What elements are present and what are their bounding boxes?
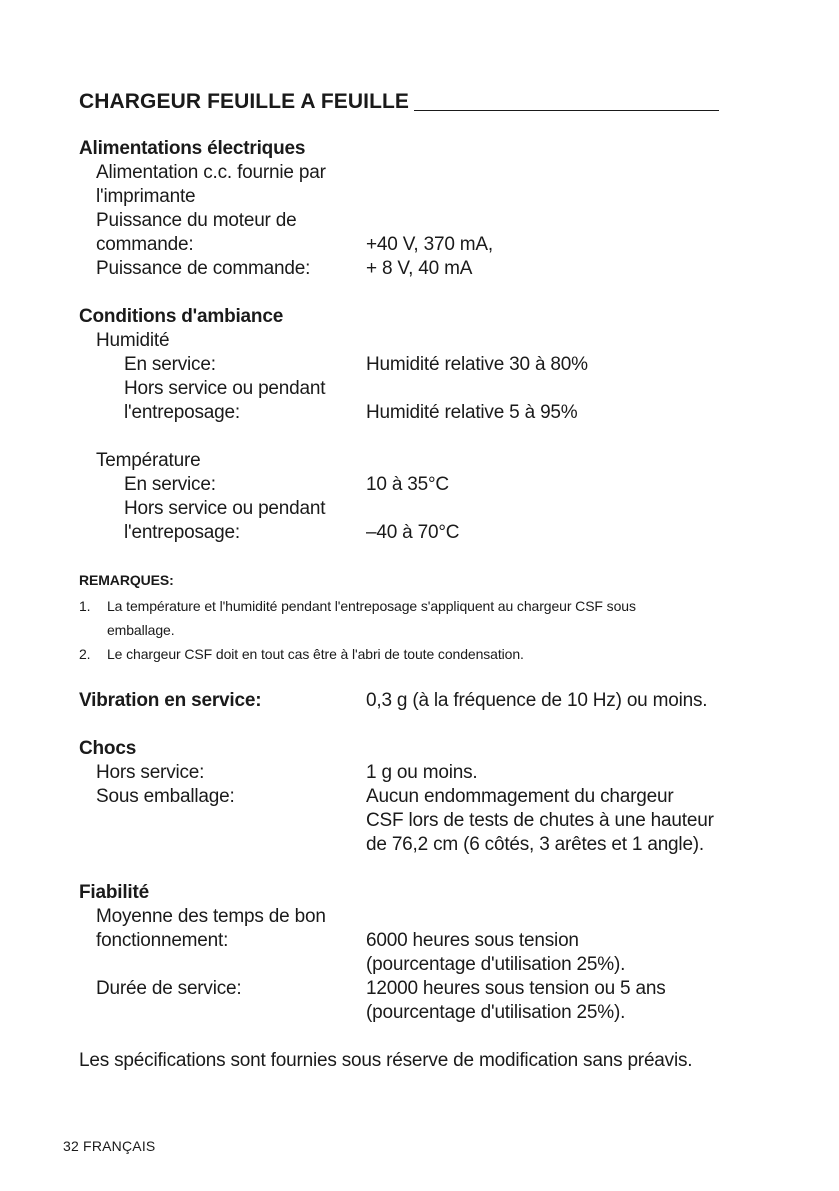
- mtbf-label1: Moyenne des temps de bon: [96, 906, 326, 927]
- power-line1: Alimentation c.c. fournie par: [96, 162, 326, 183]
- motor-power-value: +40 V, 370 mA,: [366, 234, 493, 255]
- power-line5: Puissance de commande:: [96, 258, 311, 279]
- shock-off-value: 1 g ou moins.: [366, 762, 478, 783]
- temp-storage-label1: Hors service ou pendant: [124, 498, 326, 519]
- control-power-value: + 8 V, 40 mA: [366, 258, 473, 279]
- mtbf-label2: fonctionnement:: [96, 930, 229, 951]
- page-footer: 32 FRANÇAIS: [63, 1138, 156, 1154]
- ambient-heading: Conditions d'ambiance: [79, 306, 284, 327]
- remark-1-line2: emballage.: [107, 622, 175, 638]
- life-label: Durée de service:: [96, 978, 242, 999]
- hum-storage-value: Humidité relative 5 à 95%: [366, 402, 578, 423]
- hum-storage-label1: Hors service ou pendant: [124, 378, 326, 399]
- life-value1: 12000 heures sous tension ou 5 ans: [366, 978, 666, 999]
- shock-pack-value1: Aucun endommagement du chargeur: [366, 786, 674, 807]
- shock-pack-label: Sous emballage:: [96, 786, 235, 807]
- shocks-heading: Chocs: [79, 738, 137, 759]
- hum-storage-label2: l'entreposage:: [124, 402, 240, 423]
- power-line2: l'imprimante: [96, 186, 196, 207]
- temp-service-value: 10 à 35°C: [366, 474, 449, 495]
- remarks-heading: REMARQUES:: [79, 572, 174, 588]
- power-heading: Alimentations électriques: [79, 138, 306, 159]
- remark-2-text: Le chargeur CSF doit en tout cas être à l'abri de toute condensation.: [107, 646, 524, 662]
- remark-1-number: 1.: [79, 598, 91, 614]
- reliability-heading: Fiabilité: [79, 882, 149, 903]
- hum-service-value: Humidité relative 30 à 80%: [366, 354, 588, 375]
- vibration-label: Vibration en service:: [79, 690, 262, 711]
- temp-service-label: En service:: [124, 474, 216, 495]
- temp-storage-value: –40 à 70°C: [366, 522, 460, 543]
- temp-storage-label2: l'entreposage:: [124, 522, 240, 543]
- shock-off-label: Hors service:: [96, 762, 205, 783]
- page-title: CHARGEUR FEUILLE A FEUILLE: [79, 90, 410, 113]
- shock-pack-value2: CSF lors de tests de chutes à une hauteur: [366, 810, 714, 831]
- power-line4: commande:: [96, 234, 194, 255]
- power-line3: Puissance du moteur de: [96, 210, 297, 231]
- remark-2-number: 2.: [79, 646, 91, 662]
- mtbf-value2: (pourcentage d'utilisation 25%).: [366, 954, 626, 975]
- specs-notice: Les spécifications sont fournies sous réserve de modification sans préavis.: [79, 1050, 693, 1071]
- hum-service-label: En service:: [124, 354, 216, 375]
- shock-pack-value3: de 76,2 cm (6 côtés, 3 arêtes et 1 angle).: [366, 834, 705, 855]
- temperature-label: Température: [96, 450, 201, 471]
- title-rule: [414, 110, 719, 111]
- remark-1-line1: La température et l'humidité pendant l'entreposage s'appliquent au chargeur CSF sous: [107, 598, 636, 614]
- mtbf-value1: 6000 heures sous tension: [366, 930, 579, 951]
- vibration-value: 0,3 g (à la fréquence de 10 Hz) ou moins.: [366, 690, 708, 711]
- life-value2: (pourcentage d'utilisation 25%).: [366, 1002, 626, 1023]
- humidity-label: Humidité: [96, 330, 170, 351]
